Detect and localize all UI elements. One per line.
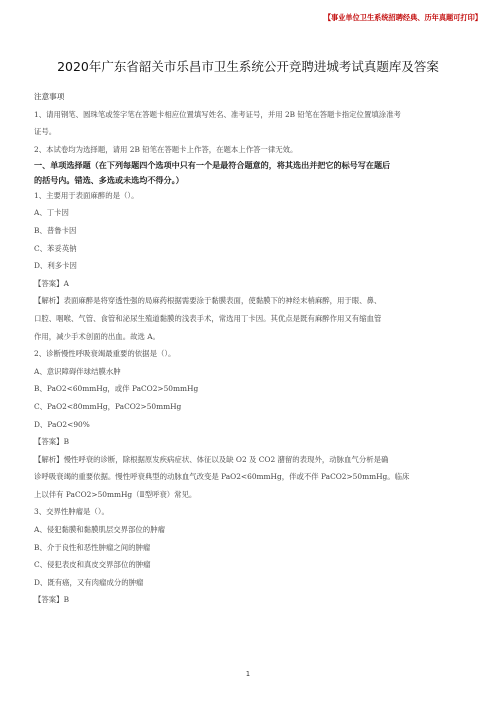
q3-option-b: B、介于良性和恶性肿瘤之间的肿瘤 <box>34 542 151 552</box>
q2-explanation-line-1: 【解析】慢性呼衰的诊断，除根据原发疾病症状、体征以及缺 O2 及 CO2 潴留的表现外，动脉血气分析是确 <box>34 454 389 464</box>
page-title: 2020年广东省韶关市乐昌市卫生系统公开竞聘进城考试真题库及答案 <box>57 59 439 74</box>
q3-answer: 【答案】B <box>34 595 69 605</box>
q1-option-d: D、利多卡因 <box>34 261 77 271</box>
notice-item-1-line-2: 证号。 <box>34 127 57 137</box>
q2-explanation-line-2: 诊呼吸衰竭的重要依据。慢性呼衰典型的动脉血气改变是 PaO2<60mmHg，伴或不伴 PaCO2>50mmHg。临床 <box>34 472 410 482</box>
q2-explanation-line-3: 上以伴有 PaCO2>50mmHg（Ⅱ型呼衰）常见。 <box>34 489 197 499</box>
q2-option-b: B、PaO2<60mmHg，或伴 PaCO2>50mmHg <box>34 384 199 394</box>
document-body <box>34 92 468 605</box>
q2-option-d: D、PaO2<90% <box>34 419 90 429</box>
q1-answer: 【答案】A <box>34 278 69 288</box>
q1-option-a: A、丁卡因 <box>34 208 69 218</box>
q1-explanation-line-1: 【解析】表面麻醉是将穿透性强的局麻药根据需要涂于黏膜表面，使黏膜下的神经末梢麻醉，用于眼、鼻、 <box>34 296 382 306</box>
q2-option-a: A、意识障碍伴球结膜水肿 <box>34 366 121 376</box>
q1-option-b: B、普鲁卡因 <box>34 225 77 235</box>
q3-stem: 3、交界性肿瘤是（）。 <box>34 507 109 517</box>
q2-stem: 2、诊断慢性呼吸衰竭最重要的依据是（）。 <box>34 349 176 359</box>
q1-stem: 1、主要用于表面麻醉的是（）。 <box>34 190 139 200</box>
section-heading-line-2: 的括号内。错选、多选或未选均不得分。） <box>34 174 184 185</box>
q2-answer: 【答案】B <box>34 437 69 447</box>
notice-item-1-line-1: 1、请用钢笔、圆珠笔或签字笔在答题卡相应位置填写姓名、准考证号，并用 2B 铅笔在答题卡指定位置填涂准考 <box>34 109 401 119</box>
q1-option-c: C、苯妥英钠 <box>34 243 77 253</box>
header-banner: 【事业单位卫生系统招聘经典、历年真题可打印】 <box>323 13 482 22</box>
q1-explanation-line-3: 作用，减少手术创面的出血。故选 A。 <box>34 331 160 341</box>
notice-heading: 注意事项 <box>34 92 65 101</box>
page-number: 1 <box>245 670 251 678</box>
q1-explanation-line-2: 口腔、咽喉、气管、食管和泌尿生殖道黏膜的浅表手术，常选用丁卡因。其优点是既有麻醉作用又有缩血管 <box>34 313 382 323</box>
q2-option-c: C、PaO2<80mmHg，PaCO2>50mmHg <box>34 401 182 411</box>
section-heading-line-1: 一、单项选择题（在下列每题四个选项中只有一个是最符合题意的，将其选出并把它的标号写在题后 <box>34 159 391 170</box>
q3-option-c: C、侵犯表皮和真皮交界部位的肿瘤 <box>34 560 151 570</box>
q3-option-a: A、侵犯黏膜和黏膜肌层交界部位的肿瘤 <box>34 525 165 535</box>
q3-option-d: D、既有癌，又有肉瘤成分的肿瘤 <box>34 577 144 587</box>
notice-item-2: 2、本试卷均为选择题，请用 2B 铅笔在答题卡上作答，在题本上作答一律无效。 <box>34 144 298 154</box>
